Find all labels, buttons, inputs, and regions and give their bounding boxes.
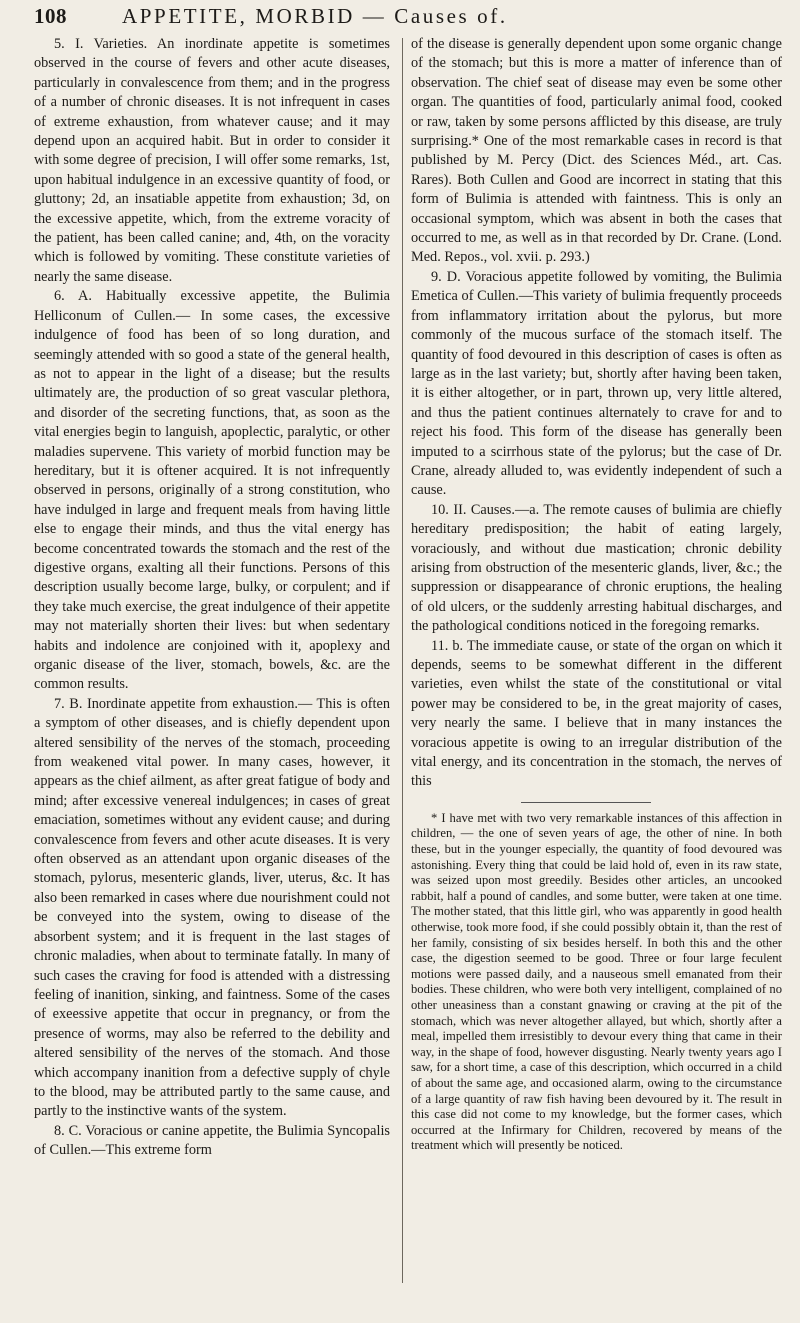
page-number: 108 bbox=[34, 4, 67, 28]
footnote-divider bbox=[521, 802, 651, 803]
paragraph-causes: 10. II. Causes.—a. The remote causes of bulimia are chiefly hereditary predisposition; the habit of eating largely, voraciously, and without due mastication; chronic debility arising from obstruction of the mesenteric glands, liver, &c.; the suppression or disappearance of chronic eruptions, the healing of old ulcers, or the suddenly arresting habitual discharges, and the pathological conditions noticed in the foregoing remarks. bbox=[411, 501, 782, 635]
paragraph-immediate-cause: 11. b. The immediate cause, or state of the organ on which it depends, seems to be somewhat different in the different varieties, even whilst the state of the constitutional or vital power may be considered to be, in the great majority of cases, very nearly the same. I believe that in many instances the voracious appetite is owing to an irregular distribution of the vital energy, and its concentration in the stomach, the nerves of this bbox=[411, 637, 782, 790]
paragraph-exhaustion: 7. B. Inordinate appetite from exhaustion.— This is often a symptom of other diseases, and is chiefly dependent upon altered sensibility of the nerves of the stomach, proceeding from weakened vital power. In many cases, however, it appears as the chief ailment, as after great fatigue of body and mind; after excessive venereal indulgences; in cases of great emaciation, sometimes without any evident cause; and during convalescence from fevers and other acute diseases. It is very often observed as an attendant upon organic diseases of the stomach, pylorus, mesenteric glands, liver, uterus, &c. It has also been remarked in cases where due nourishment could not be conveyed into the system, owing to disease of the absorbent system; and it is frequent in the last stages of chronic maladies, when about to terminate fatally. In many of such cases the craving for food is attended with a distressing feeling of inanition, sinking, and faintness. Some of the cases of exeessive appetite that occur in pregnancy, or from the presence of worms, may also be referred to the debility and altered sensibility of the nerves of the stomach. And those which accompany inanition from a defective supply of chyle to the blood, may be attributed partly to the same cause, and partly to the instinctive wants of the system. bbox=[34, 695, 390, 1120]
paragraph-continuation: of the disease is generally dependent upon some organic change of the stomach; but this is more a matter of inference than of observation. The chief seat of disease may even be some other organ. The quantities of food, particularly animal food, cooked or raw, taken by some persons afflicted by this disease, are truly surprising.* One of the most remarkable cases in record is that published by M. Percy (Dict. des Sciences Méd., art. Cas. Rares). Both Cullen and Good are incorrect in stating that this form of Bulimia is attended with faintness. This is only an occasional symptom, which was absent in both the cases that occurred to me, as well as in that recorded by Dr. Crane. (Lond. Med. Repos., vol. xvii. p. 293.) bbox=[411, 36, 782, 266]
paragraph-varieties: 5. I. Varieties. An inordinate appetite is sometimes observed in the course of fevers and other acute diseases, particularly in convalescence from them; and in the progress of a number of chronic diseases. It is not infrequent in cases of extreme exhaustion, from whatever cause; and it may depend upon an acquired habit. But in order to consider it with some degree of precision, I will offer some remarks, 1st, upon habitual indulgence in an excessive quantity of food, or gluttony; 2d, an insatiable appetite from exhaustion; 3d, on the excessive appetite, which, from the extreme voracity of the patient, has been called canine; and, 4th, on the voracity which is followed by vomiting. These constitute varieties of nearly the same disease. bbox=[34, 36, 390, 285]
footnote: * I have met with two very remarkable instances of this affection in children, — the one of seven years of age, the other of nine. In both these, but in the younger especially, the quantity of food devoured was astonishing. Every thing that could be laid hold of, even in its raw state, was seized upon most greedily. Besides other articles, an uncooked rabbit, half a pound of candles, and some butter, were taken at one time. The mother stated, that this little girl, who was apparently in good health otherwise, took more food, if she could possibly obtain it, than the rest of her family, consisting of six besides herself. In both this and the other case, the digestion seemed to be good. Three or four large feculent motions were passed daily, and a nauseous smell emanated from their bodies. These children, who were both very intelligent, complained of no other uneasiness than a constant gnawing or craving at the pit of the stomach, which was never altogether allayed, but which, shortly after a meal, impelled them irresistibly to devour every thing that came in their way, in the shape of food, however disgusting. Nearly twenty years ago I saw, for a short time, a case of this description, which occurred in a child of about the same age, and occasioned alarm, owing to the circumstance of a large quantity of raw fish having been devoured by it. The result in this case did not come to my knowledge, but the former cases, which occurred at the Infirmary for Children, recovered by means of the treatment which will presently be noticed. bbox=[411, 810, 782, 1153]
left-column bbox=[34, 35, 390, 1161]
running-title: APPETITE, MORBID — Causes of. bbox=[122, 4, 508, 28]
page-header bbox=[34, 4, 794, 36]
column-divider bbox=[402, 38, 403, 1283]
paragraph-vomiting: 9. D. Voracious appetite followed by vomiting, the Bulimia Emetica of Cullen.—This variety of bulimia frequently proceeds from inflammatory irritation about the pylorus, but more commonly of the mucous surface of the stomach itself. The quantity of food devoured in this description of cases is often as large as in the last variety; but, shortly after having been taken, it is either altogether, or in part, thrown up, very little altered, and thus the patient continues alternately to crave for and to reject his food. This form of the disease has generally been imputed to a scirrhous state of the pylorus; but the case of Dr. Crane, already alluded to, was evidently independent of such a cause. bbox=[411, 268, 782, 499]
right-column bbox=[411, 35, 782, 1154]
paragraph-canine-appetite: 8. C. Voracious or canine appetite, the Bulimia Syncopalis of Cullen.—This extreme form bbox=[34, 1122, 390, 1159]
paragraph-habitual-appetite: 6. A. Habitually excessive appetite, the Bulimia Helliconum of Cullen.— In some cases, the excessive indulgence of food has been of so long duration, and seemingly attended with so good a state of the general health, as not to appear in the light of a disease; but the results ultimately are, the production of so great vascular plethora, and disorder of the secreting functions, that, as soon as the vital energies begin to languish, apoplectic, paralytic, or other maladies supervene. This variety of morbid function may be hereditary, but it is oftener acquired. It is not infrequently observed in persons, originally of a strong constitution, who have indulged in large and frequent meals from having little else to engage their minds, and thus the vital energy has become concentrated towards the stomach and the rest of the digestive organs, exalting all their functions. Persons of this description usually become large, bulky, or corpulent; and if they take much exercise, the great indulgence of their appetite may not materially shorten their lives: but when sedentary habits and indolence are conjoined with it, apoplexy and organic disease of the liver, stomach, bowels, &c. are the common results. bbox=[34, 288, 390, 693]
